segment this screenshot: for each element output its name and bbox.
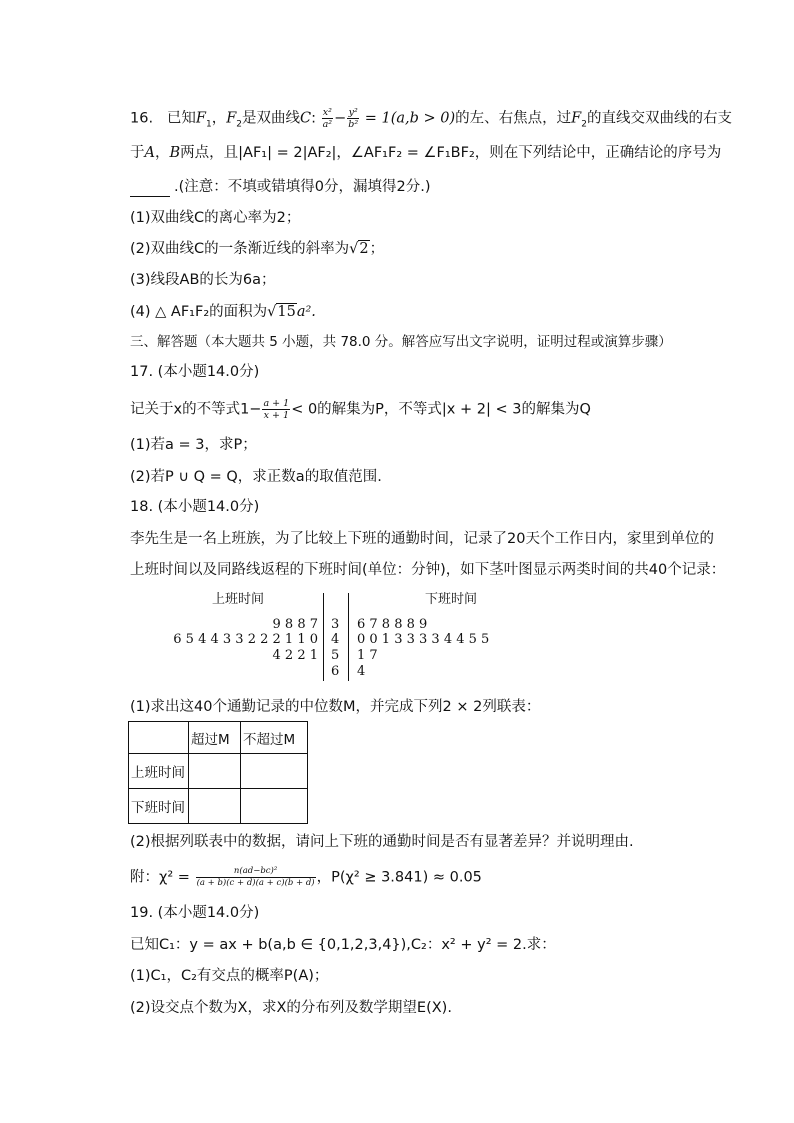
stem-right-row: 4 [357,664,366,679]
table-cell[interactable] [241,789,308,824]
table-row-label: 上班时间 [129,754,189,789]
minus-sign: − [334,110,347,127]
frac-denominator: b² [348,119,359,130]
fraction-x2-a2 [322,107,333,130]
frac-denominator: a² [322,119,333,130]
math-c: C [299,110,312,127]
q18-line-1: 李先生是一名上班族，为了比较上下班的通勤时间，记录了20天个工作日内，家里到单位的 [130,531,714,547]
subscript: 1 [205,119,212,130]
q16-text: 的直线交双曲线的右支 [586,110,732,127]
table-cell[interactable] [189,754,241,789]
q18-note [130,866,482,889]
q17-text: 记关于x的不等式1− [130,401,262,418]
divider-line [348,593,349,681]
stem-value: 5 [331,648,340,663]
note-text: 附：χ² = [130,869,195,886]
sqrt-sign: √ [267,304,277,320]
table-header: 超过M [189,722,241,754]
fraction-a1-x1 [262,398,290,421]
table-cell[interactable] [241,754,308,789]
q19-line-1: 已知C₁：y = ax + b(a,b ∈ {0,1,2,3,4}),C₂：x² + y² = 2.求： [130,937,556,953]
colon: : [311,110,316,127]
table-header-row [129,722,308,754]
q17-part-2: (2)若P ∪ Q = Q，求正数a的取值范围. [130,469,382,485]
equation: = 1(a,b > 0) [364,110,456,127]
q19-part-2: (2)设交点个数为X，求X的分布列及数学期望E(X). [130,1000,452,1016]
q16-note: .(注意：不填或错填得0分，漏填得2分.) [174,179,431,195]
q17-text: < 0的解集为P，不等式|x + 2| < 3的解集为Q [291,401,591,418]
q18-part-1: (1)求出这40个通勤记录的中位数M，并完成下列2 × 2列联表： [130,699,541,715]
q16-text: 已知 [166,110,196,127]
frac-numerator: a + 1 [263,398,290,409]
q16-text: 的左、右焦点，过 [455,110,572,127]
math-f1: F [195,110,206,127]
table-row [129,754,308,789]
q16-option-1: (1)双曲线C的离心率为2； [130,210,301,226]
comma: ， [154,145,170,161]
chi-square-fraction [196,866,316,889]
stem-left-row: 9 8 8 7 [272,617,318,632]
fraction-y2-b2 [347,107,359,130]
q19-part-1: (1)C₁，C₂有交点的概率P(A)； [130,968,329,984]
table-cell [129,722,189,754]
stem-value: 4 [331,632,340,647]
stem-left-row: 4 2 2 1 [272,648,318,663]
stem-right-row: 0 0 1 3 3 3 3 4 4 5 5 [357,632,490,647]
stem-value: 6 [331,664,340,679]
q16-option-3: (3)线段AB的长为6a； [130,272,276,288]
math-a: A [144,145,155,161]
q16-option-2 [130,239,384,259]
stem-right-row: 1 7 [357,648,378,663]
frac-denominator: x + 1 [263,410,290,421]
stem-value: 3 [331,617,340,632]
q16-text: 两点，且|AF₁| = 2|AF₂|，∠AF₁F₂ = ∠F₁BF₂，则在下列结论中，正确结论的序号为 [180,145,722,161]
q16-line-2 [130,143,721,163]
q18-line-2: 上班时间以及同路线返程的下班时间(单位：分钟)，如下茎叶图显示两类时间的共40个记录： [130,562,726,578]
contingency-table [128,721,308,824]
option-text: (2)双曲线C的一条渐近线的斜率为 [130,241,350,257]
q17-line-1 [130,398,591,421]
q16-text: 是双曲线 [241,110,300,127]
q19-header: 19. (本小题14.0分) [130,905,260,921]
q18-header: 18. (本小题14.0分) [130,499,260,515]
table-cell[interactable] [189,789,241,824]
q16-line-3 [130,177,430,197]
q18-part-2: (2)根据列联表中的数据，请问上下班的通勤时间是否有显著差异？并说明理由. [130,834,634,850]
frac-numerator: y² [348,107,358,118]
q16-number: 16. [130,110,154,127]
note-text: ，P(χ² ≥ 3.841) ≈ 0.05 [316,869,482,886]
frac-numerator: x² [322,107,332,118]
section-heading: 三、解答题（本大题共 5 小题，共 78.0 分。解答应写出文字说明，证明过程或演算步骤） [130,334,672,350]
math-f2: F [226,110,237,127]
radicand: 2 [359,241,369,257]
stem-right-title: 下班时间 [425,592,478,607]
stem-right-row: 6 7 8 8 8 9 [357,617,428,632]
subscript: 2 [236,119,242,130]
table-header: 不超过M [241,722,308,754]
q16-text: 于 [130,145,145,161]
frac-numerator: n(ad−bc)² [196,866,316,878]
answer-blank[interactable] [130,182,170,197]
option-text: a². [296,304,316,320]
sqrt-sign: √ [349,241,359,257]
stem-left-row: 6 5 4 4 3 3 2 2 2 1 1 0 [173,632,318,647]
comma: ， [211,110,227,127]
option-text: ； [369,241,385,257]
option-text: (4) △ AF₁F₂的面积为 [130,304,268,320]
q16-option-4 [130,302,316,322]
math-b: B [169,145,181,161]
frac-denominator: (a + b)(c + d)(a + c)(b + d) [196,878,315,888]
table-row [129,789,308,824]
table-row-label: 下班时间 [129,789,189,824]
q17-header: 17. (本小题14.0分) [130,364,260,380]
divider-line [323,593,324,681]
q17-part-1: (1)若a = 3，求P； [130,437,257,453]
stem-left-title: 上班时间 [212,592,265,607]
q16-line-1: 16. 已知$F_1$，$F_2$是双曲线C: $\frac{\text{x²}}{\text{a²}}$ − $\frac{\text{y²}}{\text{b²}}$ = 1(a,b > 0)的左、右焦点，过$F_2$的直线交双曲线的右支 [130,107,732,130]
radicand: 15 [277,304,296,320]
